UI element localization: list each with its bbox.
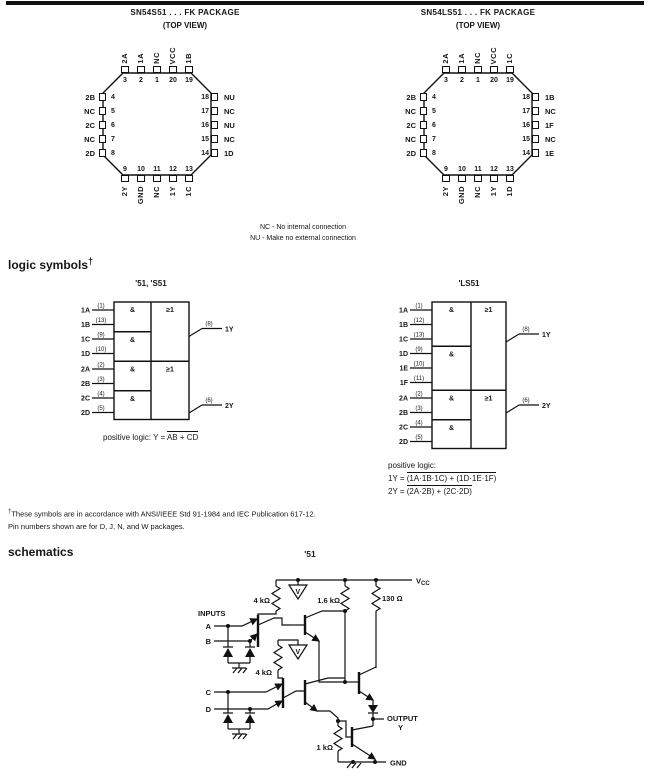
pin-box (532, 107, 539, 115)
pin-label: NC (224, 106, 235, 116)
pin-label: 1Y (489, 186, 498, 197)
pin-box (137, 175, 145, 182)
caption-overlined-expression: AB + CD (166, 433, 199, 442)
heading-text: logic symbols (8, 258, 89, 272)
caption-overlined-expression: (1A·1B·1C) + (1D·1E·1F) (406, 474, 497, 483)
pin-box (169, 66, 177, 73)
pin-number: 9 (123, 166, 127, 173)
pin-label: 1B (545, 92, 555, 102)
input-pin-number: (2) (415, 391, 423, 398)
pin-box (99, 135, 106, 143)
pin-label: NC (405, 106, 416, 116)
pin-label-vertical (166, 26, 180, 64)
package-title: SN54LS51 . . . FK PACKAGE (420, 8, 536, 17)
pin-label: 1D (224, 148, 234, 158)
caption-line (103, 431, 198, 444)
resistor-1k-label: 1 kΩ (316, 743, 333, 752)
pin-number: 19 (506, 77, 514, 84)
and-gate-label: & (448, 424, 455, 432)
or-gate-label: ≥1 (484, 395, 493, 403)
input-clamp-diodes-cd (223, 692, 255, 739)
output-y-label: Y (398, 723, 404, 732)
pin-label: NU (224, 92, 235, 102)
output-diagonal (506, 405, 519, 413)
input-label: 1C (399, 336, 408, 344)
pin-box (442, 66, 450, 73)
pin-label: NC (224, 134, 235, 144)
pin-number: 17 (201, 107, 209, 115)
pin-label: GND (457, 186, 466, 205)
footnote (8, 506, 316, 533)
and-gate-label: & (129, 336, 136, 344)
and-gate-label: & (448, 307, 455, 314)
input-c-label: C (205, 688, 211, 697)
and-gate-label: & (448, 351, 455, 359)
pin-number: 12 (490, 166, 498, 173)
pin-box (169, 175, 177, 182)
resistor-130-label: 130 Ω (382, 594, 403, 603)
input-label: 1E (399, 365, 408, 373)
input-pin-number: (13) (95, 318, 107, 324)
pin-box (99, 149, 106, 157)
phase-splitter-2 (305, 678, 345, 721)
schematic-title: '51 (304, 549, 316, 559)
pin-number: 13 (185, 166, 193, 173)
and-gate-label: & (448, 395, 455, 403)
pin-box (506, 66, 514, 73)
pin-number: 18 (522, 93, 530, 101)
pin-number: 8 (111, 149, 115, 157)
caption-prefix: positive logic: (388, 461, 437, 470)
caption-line (388, 472, 496, 485)
note-nc: NC - No internal connection (260, 224, 346, 231)
pin-number: 10 (137, 166, 145, 173)
pin-label: 2D (406, 148, 416, 158)
pin-label-vertical (182, 26, 196, 64)
input-label: 2B (81, 381, 90, 388)
package-diagram-sn54ls51 (348, 2, 608, 244)
pin-label: 1D (505, 186, 514, 197)
pin-label: 1C (505, 53, 514, 64)
input-pin-number: (10) (413, 361, 425, 368)
caption-prefix: 1Y = (388, 474, 407, 483)
pin-box (185, 66, 193, 73)
pin-label: NC (84, 134, 95, 144)
pin-box (532, 121, 539, 129)
pin-label: VCC (168, 46, 177, 64)
or-gate-label: ≥1 (484, 307, 493, 314)
pin-label-vertical (150, 26, 164, 64)
pin-label: NC (545, 106, 556, 116)
output-diagonal (189, 405, 202, 413)
pin-number: 15 (522, 135, 530, 143)
pin-number: 16 (201, 121, 209, 129)
input-pin-number: (3) (97, 377, 105, 383)
pin-number: 7 (111, 135, 115, 143)
output-pin-number: (6) (205, 398, 213, 404)
pin-label: NC (84, 106, 95, 116)
pin-label: NC (473, 186, 482, 198)
input-pin-number: (4) (415, 420, 423, 427)
input-pin-number: (5) (97, 406, 105, 412)
pin-number: 12 (169, 166, 177, 173)
clamp-symbol-2 (278, 640, 307, 659)
input-pin-number: (10) (95, 347, 107, 353)
and-gate-label: & (129, 307, 136, 314)
input-label: 1D (399, 351, 408, 358)
pin-box (185, 175, 193, 182)
pin-label: NC (473, 52, 482, 64)
pin-label: GND (136, 186, 145, 205)
pin-label: 2C (406, 120, 416, 130)
pin-number: 7 (432, 135, 436, 143)
heading-text: schematics (8, 545, 74, 559)
output-diagonal (189, 329, 202, 337)
pin-number: 11 (153, 166, 161, 173)
pin-label-vertical (118, 26, 132, 64)
logic-symbol-title: 'LS51 (458, 279, 480, 288)
footnote-line1 (8, 506, 316, 521)
input-label: 1B (399, 322, 408, 329)
pin-number: 14 (201, 149, 209, 157)
dagger-mark: † (8, 509, 12, 515)
input-pin-number: (1) (97, 303, 105, 310)
caption-line (388, 459, 496, 472)
output-label: OUTPUT (387, 714, 418, 723)
pin-box (99, 107, 106, 115)
pin-number: 20 (490, 77, 498, 84)
symbol-box (432, 302, 506, 449)
pin-number: 3 (123, 77, 127, 84)
logic-symbol-ls51 (388, 279, 618, 509)
pin-label: 2B (85, 92, 95, 102)
gnd-label: GND (390, 758, 407, 768)
logic-symbol-title: '51, 'S51 (135, 279, 167, 288)
pin-label: 2C (85, 120, 95, 130)
pin-number: 3 (444, 77, 448, 84)
logic-symbol-drawing (388, 300, 568, 458)
pin-number: 15 (201, 135, 209, 143)
package-title: SN54S51 . . . FK PACKAGE (130, 8, 240, 17)
pin-box (420, 93, 427, 101)
pin-box (506, 175, 514, 182)
pin-box (532, 135, 539, 143)
pin-number: 2 (460, 77, 464, 84)
pin-number: 10 (458, 166, 466, 173)
footnote-text2: Pin numbers shown are for D, J, N, and W packages. (8, 521, 185, 531)
resistor-4k-label: 4 kΩ (253, 596, 270, 605)
pin-notes (0, 222, 606, 244)
output-label: 2Y (542, 403, 551, 410)
and-gate-label: & (129, 395, 136, 403)
pin-box (153, 175, 161, 182)
pin-number: 13 (506, 166, 514, 173)
input-pin-number: (9) (415, 347, 423, 353)
input-label: 2C (399, 424, 408, 432)
pin-label: 1F (545, 120, 554, 130)
pin-box (211, 107, 218, 115)
pin-number: 4 (111, 93, 115, 101)
input-a-label: A (205, 622, 211, 631)
pin-label: 2B (406, 92, 416, 102)
pin-box (490, 66, 498, 73)
input-label: 1A (81, 307, 90, 315)
input-pin-number: (11) (413, 376, 425, 382)
input-pin-number: (1) (415, 303, 423, 310)
section-heading-schematics (8, 545, 73, 559)
output-label: 1Y (225, 326, 234, 334)
pin-label-vertical (455, 26, 469, 64)
dagger-mark: † (88, 256, 94, 266)
input-pin-number: (9) (97, 332, 105, 339)
output-label: 2Y (225, 403, 234, 410)
input-transistor-ab (214, 615, 290, 647)
pin-number: 1 (155, 77, 159, 84)
input-label: 2B (399, 410, 408, 417)
pin-label: NC (152, 52, 161, 64)
pin-box (420, 135, 427, 143)
svg-text:V: V (295, 589, 301, 596)
input-pin-number: (13) (413, 332, 425, 339)
pin-label: NU (224, 120, 235, 130)
or-gate-label: ≥1 (166, 366, 174, 374)
pin-box (137, 66, 145, 73)
pin-label: 1E (545, 148, 555, 158)
positive-logic-caption (103, 431, 198, 444)
pin-label-vertical (134, 26, 148, 64)
pin-box (211, 93, 218, 101)
output-label: 1Y (542, 332, 551, 339)
pin-number: 9 (444, 166, 448, 173)
pin-number: 18 (201, 93, 209, 101)
pin-label-vertical (487, 26, 501, 64)
pin-label: 1C (184, 186, 193, 197)
schematic-drawing (170, 555, 500, 784)
pin-box (458, 66, 466, 73)
caption-overlined-expression: (2A·2B) + (2C·2D) (406, 487, 472, 496)
pin-label: 1Y (168, 186, 177, 197)
positive-logic-caption (388, 459, 496, 498)
pin-box (420, 149, 427, 157)
input-label: 1F (399, 380, 408, 387)
input-pin-number: (4) (97, 391, 105, 398)
pin-box (420, 107, 427, 115)
pin-number: 14 (522, 149, 530, 157)
pin-box (490, 175, 498, 182)
output-pin-number: (8) (205, 321, 213, 328)
logic-symbol-51-s51 (70, 279, 300, 469)
pin-box (474, 66, 482, 73)
pin-number: 6 (432, 121, 436, 129)
pin-box (121, 175, 129, 182)
input-d-label: D (205, 705, 211, 714)
caption-prefix: 2Y = (388, 487, 407, 496)
resistor-1k6-label: 1.6 kΩ (317, 596, 340, 605)
pin-box (211, 149, 218, 157)
output-pin-number: (8) (522, 327, 530, 333)
pin-number: 19 (185, 77, 193, 84)
pin-number: 8 (432, 149, 436, 157)
pin-box (211, 135, 218, 143)
input-label: 2D (81, 410, 90, 417)
input-label: 1A (399, 307, 408, 315)
pin-number: 4 (432, 93, 436, 101)
pin-label: NC (152, 186, 161, 198)
pin-number: 6 (111, 121, 115, 129)
pin-box (532, 149, 539, 157)
input-label: 1D (81, 351, 90, 358)
pin-box (99, 93, 106, 101)
pin-number: 2 (139, 77, 143, 84)
pin-label: 1B (184, 53, 193, 64)
inputs-caption: INPUTS (198, 609, 226, 618)
output-upper-transistor (345, 667, 384, 730)
ground-rail (338, 762, 386, 768)
input-clamp-diodes-ab (223, 626, 255, 673)
pin-number: 11 (474, 166, 482, 173)
or-gate-label: ≥1 (166, 307, 174, 314)
pin-box (153, 66, 161, 73)
pin-number: 16 (522, 121, 530, 129)
pin-label: 2Y (120, 186, 129, 197)
output-pin-number: (6) (522, 398, 530, 404)
pin-label: VCC (489, 46, 498, 64)
input-label: 1B (81, 322, 90, 329)
package-subtitle: (TOP VIEW) (162, 21, 208, 30)
phase-splitter-1 (290, 611, 345, 682)
pin-number: 1 (476, 77, 480, 84)
pin-label-vertical (439, 26, 453, 64)
pin-box (99, 121, 106, 129)
input-pin-number: (12) (413, 318, 425, 324)
input-b-label: B (205, 637, 211, 646)
input-pin-number: (5) (415, 435, 423, 441)
pin-label: NC (545, 134, 556, 144)
pin-number: 5 (432, 107, 436, 115)
pin-label-vertical (471, 26, 485, 64)
pin-number: 20 (169, 77, 177, 84)
pin-box (458, 175, 466, 182)
clamp-symbol-1 (289, 580, 307, 599)
pin-label: 2Y (441, 186, 450, 197)
vcc-label: $V_{CC}$ (416, 576, 430, 587)
pin-box (121, 66, 129, 73)
and-gate-label: & (129, 366, 136, 374)
pin-box (211, 121, 218, 129)
input-label: 2A (399, 395, 408, 403)
svg-text:V: V (295, 649, 301, 656)
pin-label: 1A (136, 53, 145, 64)
pin-label: NC (405, 134, 416, 144)
output-diagonal (506, 334, 519, 342)
pin-label: 2D (85, 148, 95, 158)
pin-number: 17 (522, 107, 530, 115)
junction-dots (226, 578, 378, 764)
caption-prefix: positive logic: Y = (103, 433, 167, 442)
logic-symbol-drawing (70, 300, 250, 428)
caption-line (388, 485, 496, 498)
input-pin-number: (3) (415, 406, 423, 412)
input-label: 2D (399, 439, 408, 446)
input-pin-number: (2) (97, 362, 105, 369)
package-subtitle: (TOP VIEW) (455, 21, 501, 30)
pin-box (442, 175, 450, 182)
pin-box (420, 121, 427, 129)
pin-label: 1A (457, 53, 466, 64)
input-label: 2C (81, 395, 90, 403)
package-diagram-sn54s51 (27, 2, 287, 244)
pin-label-vertical (503, 26, 517, 64)
pin-box (532, 93, 539, 101)
pin-label: 2A (120, 53, 129, 64)
section-heading-logic-symbols (8, 256, 93, 272)
pin-box (474, 175, 482, 182)
input-label: 1C (81, 336, 90, 344)
pin-label: 2A (441, 53, 450, 64)
note-nu: NU - Make no external connection (250, 235, 356, 242)
footnote-text1: These symbols are in accordance with ANSI/IEEE Std 91-1984 and IEC Publication 617-12. (11, 509, 316, 519)
resistor-4k2-label: 4 kΩ (255, 668, 272, 677)
pin-number: 5 (111, 107, 115, 115)
input-label: 2A (81, 366, 90, 374)
